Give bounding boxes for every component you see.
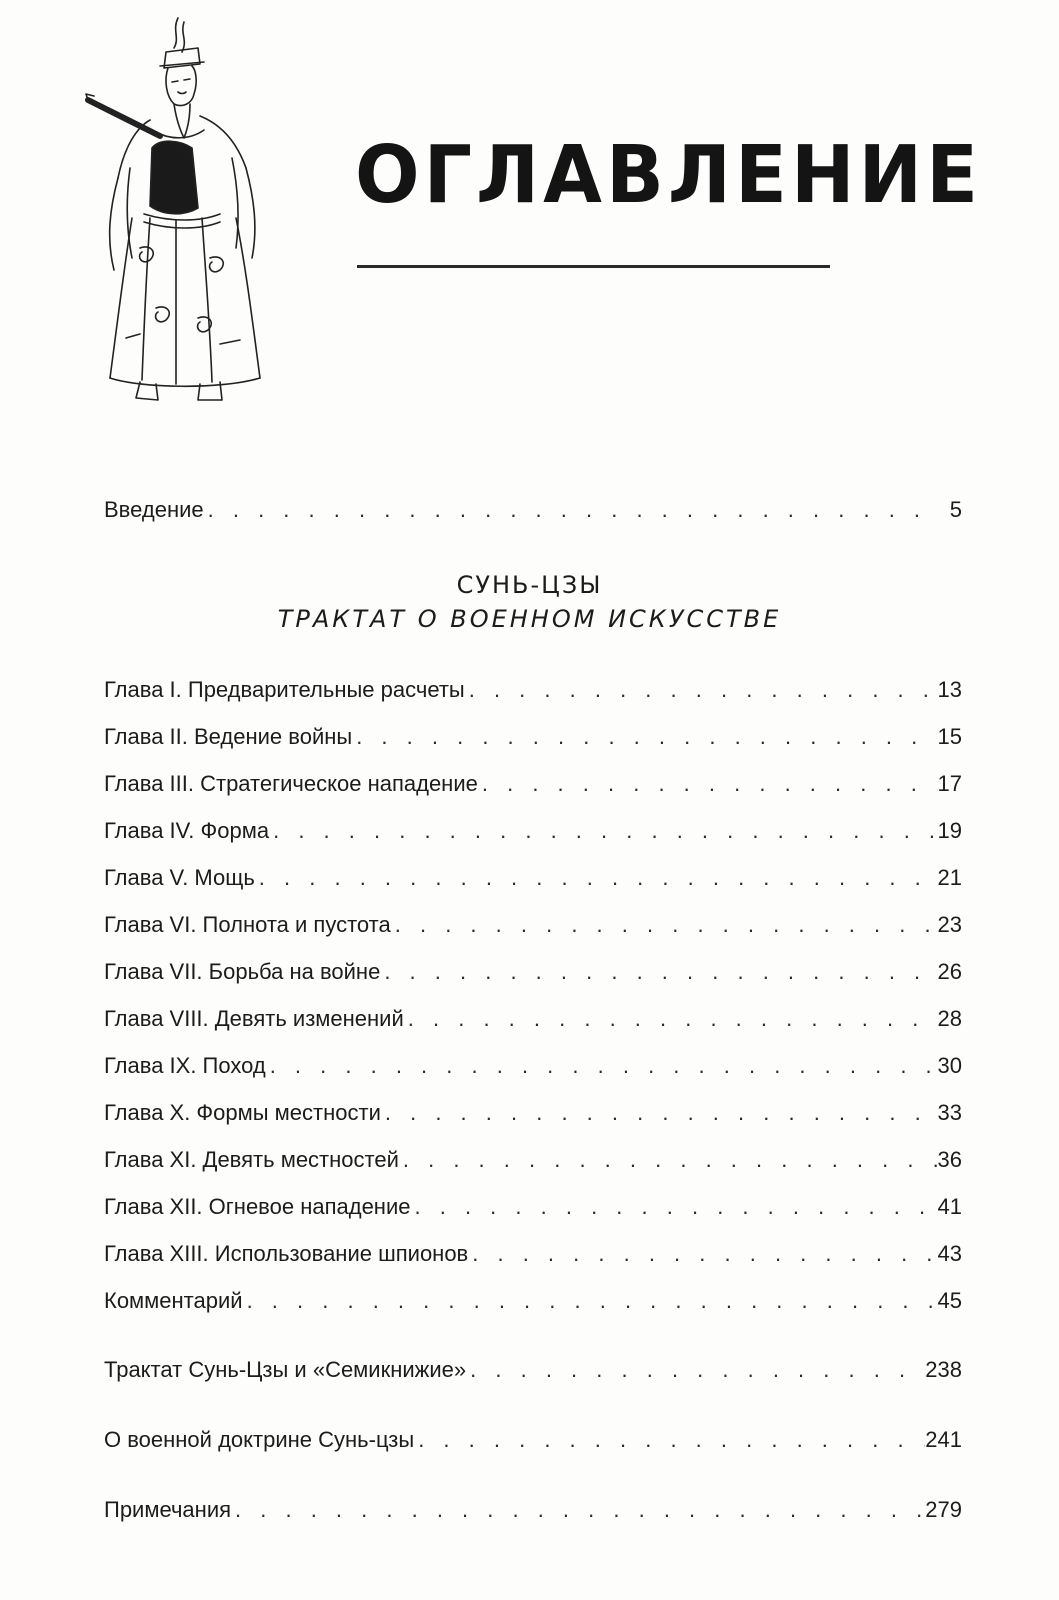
toc-page-number: 36 bbox=[937, 1146, 962, 1172]
dot-leader bbox=[395, 912, 938, 937]
dot-leader bbox=[384, 959, 937, 984]
toc-entry-label: Глава IV. Форма bbox=[104, 817, 270, 843]
toc-page-number: 41 bbox=[937, 1193, 962, 1219]
toc-page-number: 241 bbox=[925, 1426, 962, 1452]
toc-entry-label: О военной доктрине Сунь-цзы bbox=[104, 1426, 415, 1452]
toc-entry-label: Трактат Сунь-Цзы и «Семикнижие» bbox=[104, 1356, 467, 1382]
toc-entry-label: Глава II. Ведение войны bbox=[104, 723, 353, 749]
dot-leader bbox=[482, 771, 938, 796]
toc-page-number: 26 bbox=[937, 958, 962, 984]
toc-page-number: 30 bbox=[937, 1052, 962, 1078]
toc-page-number: 28 bbox=[937, 1005, 962, 1031]
dot-leader bbox=[470, 1357, 925, 1382]
toc-page-number: 15 bbox=[937, 723, 962, 749]
dot-leader bbox=[403, 1147, 938, 1172]
dot-leader bbox=[472, 1241, 937, 1266]
toc-row-chapter[interactable] bbox=[104, 715, 962, 749]
dot-leader bbox=[208, 497, 938, 522]
section-author: СУНЬ-ЦЗЫ bbox=[456, 571, 603, 599]
toc-entry-label: Комментарий bbox=[104, 1287, 243, 1313]
dot-leader bbox=[273, 818, 937, 843]
toc-row-notes[interactable] bbox=[104, 1488, 962, 1522]
dot-leader bbox=[415, 1194, 938, 1219]
toc-row-chapter[interactable] bbox=[104, 762, 962, 796]
toc-page-number: 17 bbox=[937, 770, 962, 796]
toc-page-number: 33 bbox=[937, 1099, 962, 1125]
toc-row-chapter[interactable] bbox=[104, 1185, 962, 1219]
toc-row-commentary[interactable] bbox=[104, 1279, 962, 1313]
dot-leader bbox=[356, 724, 937, 749]
toc-row-chapter[interactable] bbox=[104, 668, 962, 702]
dot-leader bbox=[259, 865, 938, 890]
toc-page-number: 5 bbox=[949, 496, 962, 522]
toc-entry-label: Глава IX. Поход bbox=[104, 1052, 266, 1078]
toc-row-chapter[interactable] bbox=[104, 1138, 962, 1172]
toc-row-chapter[interactable] bbox=[104, 1091, 962, 1125]
dot-leader bbox=[408, 1006, 938, 1031]
toc-page-number: 279 bbox=[925, 1496, 962, 1522]
toc-page-number: 23 bbox=[937, 911, 962, 937]
toc-entry-label: Введение bbox=[104, 496, 204, 522]
dot-leader bbox=[270, 1053, 938, 1078]
toc-row-chapter[interactable] bbox=[104, 856, 962, 890]
toc-page-number: 19 bbox=[937, 817, 962, 843]
toc-page-number: 43 bbox=[937, 1240, 962, 1266]
toc-entry-label: Глава VIII. Девять изменений bbox=[104, 1005, 404, 1031]
toc-entry-label: Глава I. Предварительные расчеты bbox=[104, 676, 465, 702]
toc-row-chapter[interactable] bbox=[104, 997, 962, 1031]
toc-row-chapter[interactable] bbox=[104, 903, 962, 937]
toc-entry-label: Глава VI. Полнота и пустота bbox=[104, 911, 391, 937]
toc-entry-label: Глава V. Мощь bbox=[104, 864, 255, 890]
toc-page-number: 21 bbox=[937, 864, 962, 890]
toc-row-intro[interactable] bbox=[104, 488, 962, 522]
toc-row-chapter[interactable] bbox=[104, 1232, 962, 1266]
toc-row-chapter[interactable] bbox=[104, 809, 962, 843]
toc-entry-label: Глава XI. Девять местностей bbox=[104, 1146, 399, 1172]
toc-entry-label: Глава III. Стратегическое нападение bbox=[104, 770, 478, 796]
toc-page-number: 13 bbox=[937, 676, 962, 702]
title-underline bbox=[357, 265, 830, 268]
toc-row-appendix[interactable] bbox=[104, 1418, 962, 1452]
toc-page-number: 238 bbox=[925, 1356, 962, 1382]
dot-leader bbox=[385, 1100, 938, 1125]
page-title: ОГЛАВЛЕНИЕ bbox=[355, 127, 983, 222]
toc-row-chapter[interactable] bbox=[104, 1044, 962, 1078]
general-illustration bbox=[80, 8, 270, 408]
dot-leader bbox=[469, 677, 938, 702]
section-title: ТРАКТАТ О ВОЕННОМ ИСКУССТВЕ bbox=[277, 605, 782, 633]
toc-entry-label: Глава VII. Борьба на войне bbox=[104, 958, 381, 984]
dot-leader bbox=[235, 1497, 925, 1522]
dot-leader bbox=[418, 1427, 925, 1452]
toc-row-appendix[interactable] bbox=[104, 1348, 962, 1382]
toc-row-chapter[interactable] bbox=[104, 950, 962, 984]
toc-entry-label: Глава XIII. Использование шпионов bbox=[104, 1240, 469, 1266]
toc-page-number: 45 bbox=[937, 1287, 962, 1313]
toc-entry-label: Примечания bbox=[104, 1496, 232, 1522]
dot-leader bbox=[247, 1288, 938, 1313]
toc-entry-label: Глава X. Формы местности bbox=[104, 1099, 381, 1125]
toc-entry-label: Глава XII. Огневое нападение bbox=[104, 1193, 411, 1219]
